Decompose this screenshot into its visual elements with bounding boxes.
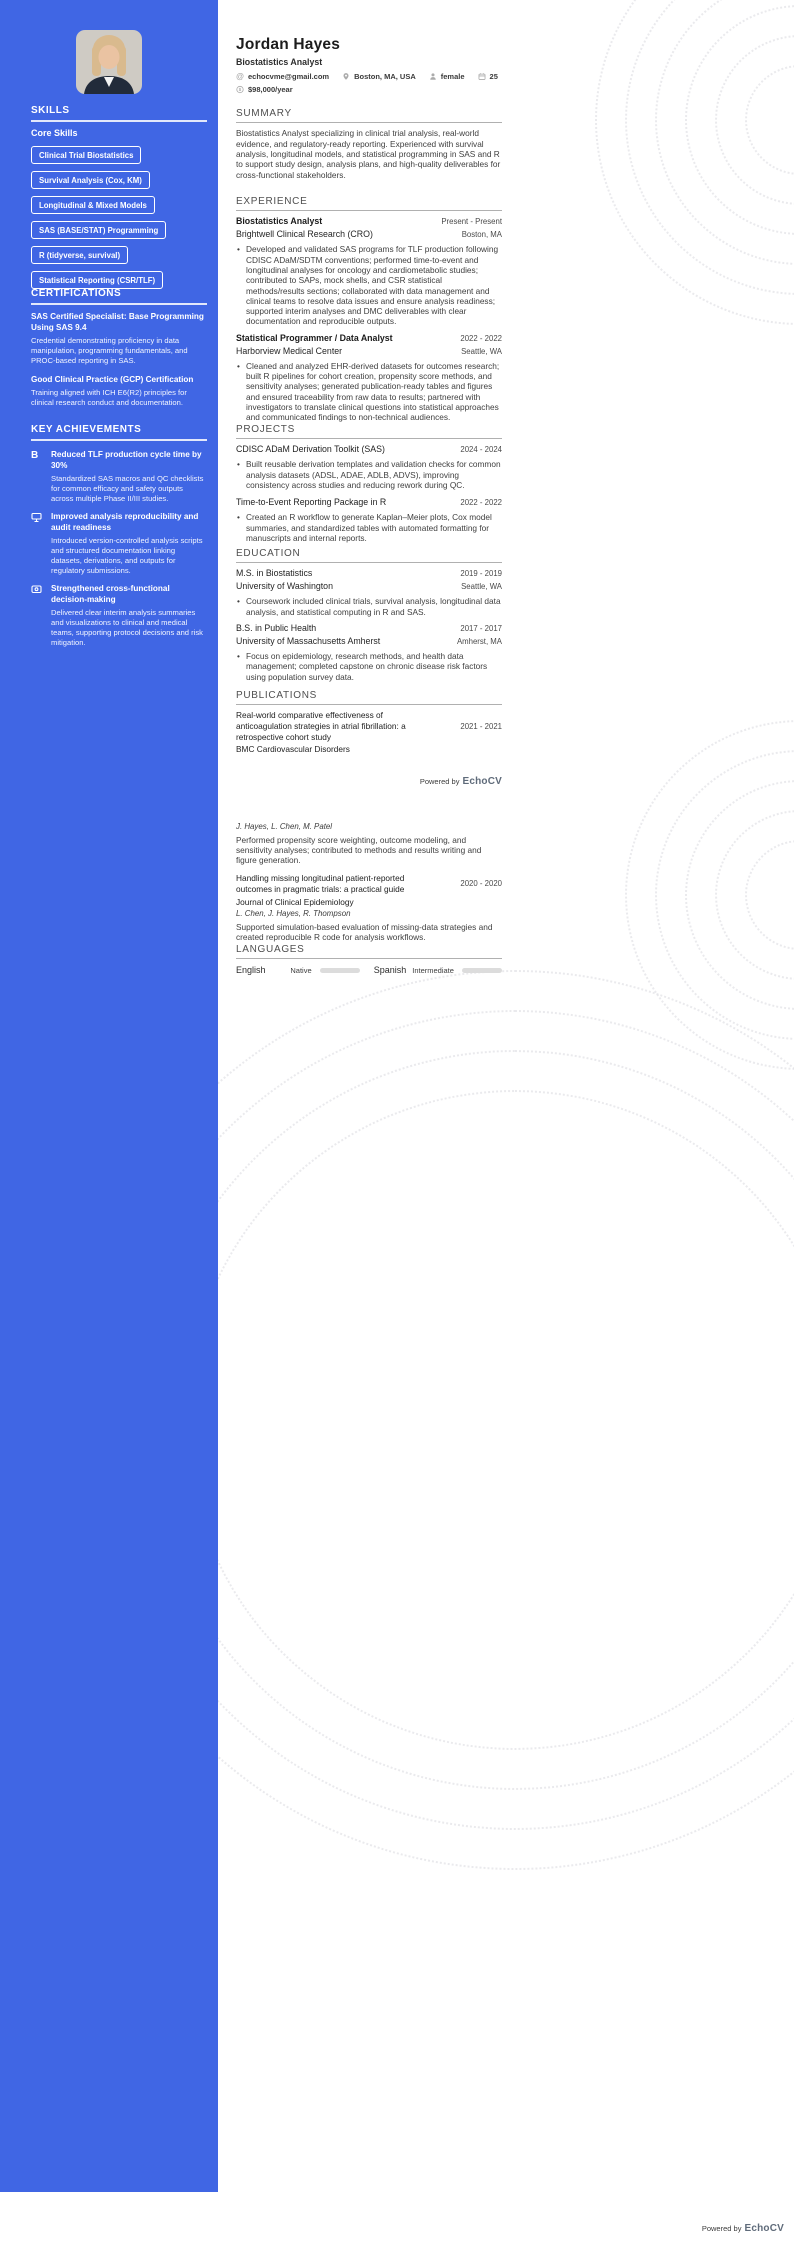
publication-desc: Performed propensity score weighting, outcome modeling, and sensitivity analyses; contributed to methods and results writing and figure generation. [236,834,482,866]
publication-dates: 2020 - 2020 [460,879,502,889]
language-name: Spanish [373,965,407,976]
experience-role: Statistical Programmer / Data Analyst [236,332,393,343]
experience-role: Biostatistics Analyst [236,216,323,227]
projects-divider [236,438,502,439]
skill-pill: R (tidyverse, survival) [31,246,128,264]
key-achievements-divider [31,439,207,441]
languages-heading: LANGUAGES [236,944,305,955]
publications-section [236,690,502,755]
achievement-title: Improved analysis reproducibility and audit readiness [51,511,199,532]
contact-gender-value: female [440,72,465,81]
projects-heading: PROJECTS [236,424,295,435]
project-name: CDISC ADaM Derivation Toolkit (SAS) [236,444,385,455]
publication-desc: Supported simulation-based evaluation of missing-data strategies and created reproducible R code for analysis workflows. [236,921,493,942]
powered-by-label: Powered by [419,777,460,786]
publication-authors: J. Hayes, L. Chen, M. Patel [236,822,333,831]
dollar-icon [236,85,244,94]
education-degree: M.S. in Biostatistics [236,568,313,579]
certification-title: SAS Certified Specialist: Base Programming Using SAS 9.4 [31,311,204,332]
certification-item [31,374,207,408]
skill-pill: Clinical Trial Biostatistics [31,146,141,164]
experience-location: Boston, MA [461,230,502,240]
person-icon [429,72,437,81]
publication-entry [236,710,502,754]
experience-dates: Present - Present [441,217,502,227]
contact-location [342,72,416,81]
monitor-icon [31,511,42,576]
page-title: Jordan Hayes [236,36,341,53]
skill-pill: SAS (BASE/STAT) Programming [31,221,166,239]
contact-row [236,72,502,81]
project-entry [236,497,502,543]
achievement-item [31,583,207,648]
job-title: Biostatistics Analyst [236,57,323,67]
experience-location: Seattle, WA [461,346,502,356]
certification-desc: Credential demonstrating proficiency in data manipulation, programming fundamentals, and PROC-based reporting in SAS. [31,335,188,365]
project-dates: 2022 - 2022 [460,498,502,508]
project-bullet: • Created an R workflow to generate Kaplan–Meier plots, Cox model summaries, and standardized tables with automated formatting for manuscripts and internal reports. [236,512,502,543]
contact-row [236,85,502,94]
skill-pill: Survival Analysis (Cox, KM) [31,171,150,189]
experience-company: Brightwell Clinical Research (CRO) [236,229,373,240]
language-level: Native [290,965,312,975]
experience-dates: 2022 - 2022 [460,333,502,343]
summary-heading: SUMMARY [236,108,292,119]
skills-heading: SKILLS [31,105,70,116]
contact-age-value: 25 [489,72,498,81]
publications-divider [236,704,502,705]
project-entry [236,444,502,490]
contact-location-value: Boston, MA, USA [354,72,416,81]
summary-text: Biostatistics Analyst specializing in clinical trial analysis, real-world evidence, and regulatory-ready reporting. Experienced with survival analysis, longitudinal models, and statistical programming in SAS and R to support study design, analysis plans, and high-quality deliverables for cross-functional stakeholders. [236,128,501,180]
projects-section [236,424,502,543]
publication-title: Real-world comparative effectiveness of anticoagulation strategies in atrial fibrillation: a retrospective cohort study [236,710,406,742]
education-entry [236,568,502,617]
header [236,36,502,94]
profile-photo [76,30,142,94]
calendar-icon [478,72,486,81]
education-bullet: • Coursework included clinical trials, survival analysis, longitudinal data analysis, and statistical computing in R and SAS. [236,596,502,617]
education-divider [236,562,502,563]
experience-heading: EXPERIENCE [236,196,308,207]
profile-photo-image [76,30,142,94]
contact-salary [236,85,293,94]
language-progress-bar [320,968,360,973]
experience-entry [236,216,502,326]
education-dates: 2019 - 2019 [460,569,502,579]
publication-journal: Journal of Clinical Epidemiology [236,896,354,907]
summary-section [236,108,502,180]
experience-divider [236,210,502,211]
contact-age [478,72,498,81]
education-school: University of Massachusetts Amherst [236,635,381,646]
publications-heading: PUBLICATIONS [236,690,318,701]
education-school: University of Washington [236,581,333,592]
publication-authors: L. Chen, J. Hayes, R. Thompson [236,909,351,919]
certifications-divider [31,303,207,305]
achievement-item [31,449,207,504]
svg-text:$: $ [238,87,242,93]
experience-entry [236,333,502,423]
key-achievements-section [31,424,207,648]
education-bullet: • Focus on epidemiology, research methods, and health data management; completed capstone on chronic disease risk factors using population survey data. [236,651,502,682]
skills-divider [31,120,207,122]
language-progress-bar [462,968,502,973]
education-dates: 2017 - 2017 [460,623,502,633]
publication-title: Handling missing longitudinal patient-reported outcomes in pragmatic trials: a practical guide [236,873,405,894]
language-row [236,965,502,975]
at-icon: @ [236,72,244,81]
certification-desc: Training aligned with ICH E6(R2) principles for clinical research conduct and documentation. [31,387,187,407]
sidebar [0,0,218,2192]
key-achievements-heading: KEY ACHIEVEMENTS [31,424,142,435]
skills-section [31,105,207,289]
experience-company: Harborview Medical Center [236,345,343,356]
experience-bullet: • Developed and validated SAS programs for TLF production following CDISC ADaM/SDTM conventions; performed time-to-event and longitudinal analyses for oncology and cardiometabolic studies; contributed to SAPs, mock shells, and CSR statistical methods/results sections; collaborated with data management and clinical teams to resolve data issues and ensure analysis readiness; supported interim analyses and DMC deliverables with clear documentation and reproducible outputs. [236,244,502,326]
experience-section [236,196,502,423]
achievement-desc: Introduced version-controlled analysis scripts and structured documentation linking datasets, derivations, and outputs for regulatory submissions. [51,535,203,575]
education-degree: B.S. in Public Health [236,622,317,633]
contact-gender [429,72,465,81]
certification-item [31,311,207,366]
publication-journal: BMC Cardiovascular Disorders [236,744,350,755]
certifications-section [31,288,207,408]
card-icon [31,583,42,648]
achievement-item [31,511,207,576]
bold-icon: B [31,449,39,461]
pin-icon [342,72,350,81]
education-location: Seattle, WA [461,582,502,592]
language-level: Intermediate [412,965,454,975]
certifications-heading: CERTIFICATIONS [31,288,122,299]
page1-footer [236,771,502,789]
skill-pill: Statistical Reporting (CSR/TLF) [31,271,163,289]
languages-divider [236,958,502,959]
echocv-brand: EchoCV [462,776,502,787]
skills-group-label: Core Skills [31,127,78,138]
experience-bullet: • Cleaned and analyzed EHR-derived datasets for outcomes research; built R pipelines for cohort creation, propensity score methods, and sensitivity analyses; generated publication-ready tables and figures and ensured traceability from raw data to results; partnered with investigators to translate clinical questions into statistical approaches and communicated findings to non-technical audiences. [236,361,502,423]
language-name: English [236,965,266,976]
education-entry [236,623,502,682]
contact-email-value: echocvme@gmail.com [248,72,330,81]
skill-pill: Longitudinal & Mixed Models [31,196,155,214]
summary-divider [236,122,502,123]
powered-by-label: Powered by [701,2224,742,2233]
publication-dates: 2021 - 2021 [460,721,502,731]
page2-footer [702,2218,784,2236]
education-location: Amherst, MA [456,636,502,646]
publications-continued [236,820,502,942]
publication-entry [236,873,502,942]
education-section [236,548,502,682]
achievement-title: Reduced TLF production cycle time by 30% [51,449,202,470]
education-heading: EDUCATION [236,548,301,559]
contact-salary-value: $98,000/year [248,85,293,94]
project-dates: 2024 - 2024 [460,445,502,455]
achievement-title: Strengthened cross-functional decision-making [51,583,170,604]
project-bullet: • Built reusable derivation templates and validation checks for common analysis datasets (ADSL, ADAE, ADLB, ADVS), improving consistency across studies and reducing rework during QC. [236,459,502,490]
contact-email [236,72,329,81]
achievement-desc: Standardized SAS macros and QC checklists for common efficacy and safety outputs across multiple Phase II/III studies. [51,473,204,503]
certification-title: Good Clinical Practice (GCP) Certification [31,374,194,384]
project-name: Time-to-Event Reporting Package in R [236,497,387,508]
languages-section [236,944,502,975]
achievement-desc: Delivered clear interim analysis summaries and visualizations to clinical and medical teams, supporting protocol decisions and risk mitigation. [51,607,203,647]
echocv-brand: EchoCV [744,2223,784,2234]
